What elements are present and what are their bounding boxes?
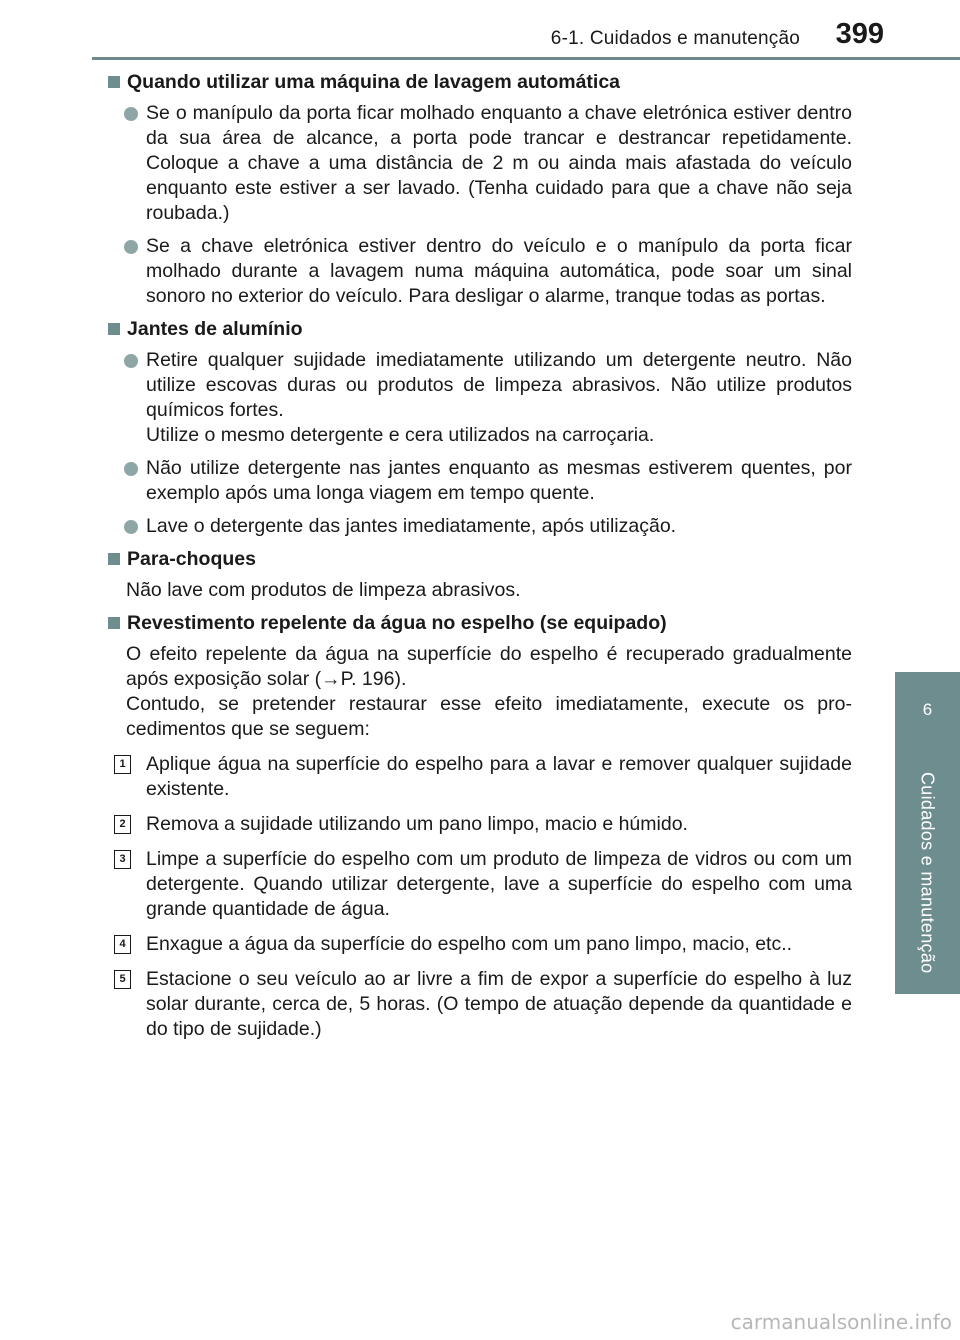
chapter-label-container [893, 768, 960, 978]
circle-bullet-icon [124, 107, 138, 121]
section-automatic-car-wash [108, 70, 852, 309]
step-number: 5 [114, 970, 131, 989]
list-item: Se a chave eletrónica estiver dentro do veículo e o manípulo da porta ficar molhado durante a lavagem numa máquina automática, pode soar um sinal sonoro no exterior do veículo. Para desligar o alarme, tranque todas as portas. [108, 234, 852, 309]
square-bullet-icon [108, 323, 120, 335]
section-title: Quando utilizar uma máquina de lavagem automática [108, 70, 852, 95]
paragraph: Não lave com produtos de limpeza abrasivos. [126, 579, 521, 601]
circle-bullet-icon [124, 462, 138, 476]
square-bullet-icon [108, 76, 120, 88]
paragraph: O efeito repelente da água na superfície do espelho é recuperado gradualmente após exposição solar (→P. 196). Contudo, se pretender restaurar esse efeito imediatamente, execute os procedimentos que se seguem: [126, 643, 852, 740]
page-content [108, 70, 852, 1052]
section-title: Para-choques [108, 547, 852, 572]
section-bumpers [108, 547, 852, 603]
step-number: 1 [114, 755, 131, 774]
procedure-step: 5 Estacione o seu veículo ao ar livre a fim de expor a superfície do espelho à luz solar durante, cerca de, 5 horas. (O tempo de atuação depende da quantidade e do tipo de sujidade.) [108, 967, 852, 1042]
watermark: carmanualsonline.info [730, 1310, 952, 1334]
procedure-step: 3 Limpe a superfície do espelho com um produto de limpeza de vidros ou com um detergente. Quando utilizar detergente, lave a superfície do espelho com uma grande quantidade de água. [108, 847, 852, 922]
list-item: Lave o detergente das jantes imediatamente, após utilização. [108, 514, 852, 539]
circle-bullet-icon [124, 354, 138, 368]
procedure-step: 4 Enxague a água da superfície do espelho com um pano limpo, macio, etc.. [108, 932, 852, 957]
step-number: 3 [114, 850, 131, 869]
list-item: Se o manípulo da porta ficar molhado enquanto a chave eletrónica estiver dentro da sua área de alcance, a porta pode trancar e destrancar repetidamente. Coloque a chave a uma distância de 2 m ou ainda mais afastada do veículo enquanto este estiver a ser lavado. (Tenha cuidado para que a chave não seja roubada.) [108, 101, 852, 226]
chapter-label: Cuidados e manutenção [917, 772, 938, 974]
page-header [0, 0, 960, 56]
procedure-step: 2 Remova a sujidade utilizando um pano limpo, macio e húmido. [108, 812, 852, 837]
section-title: Revestimento repelente da água no espelho (se equipado) [108, 611, 852, 636]
step-number: 4 [114, 935, 131, 954]
step-number: 2 [114, 815, 131, 834]
section-mirror-coating [108, 611, 852, 1042]
header-rule [92, 57, 960, 60]
square-bullet-icon [108, 617, 120, 629]
section-title: Jantes de alumínio [108, 317, 852, 342]
page-number: 399 [835, 18, 884, 50]
section-aluminium-wheels [108, 317, 852, 539]
chapter-number: 6 [922, 700, 933, 719]
header-section-title: 6-1. Cuidados e manutenção [550, 28, 800, 49]
list-item: Não utilize detergente nas jantes enquanto as mesmas estiverem quentes, por exemplo após uma longa viagem em tempo quente. [108, 456, 852, 506]
procedure-step: 1 Aplique água na superfície do espelho para a lavar e remover qualquer sujidade existente. [108, 752, 852, 802]
list-item: Retire qualquer sujidade imediatamente utilizando um detergente neutro. Não utilize escovas duras ou produtos de limpeza abrasivos. Não utilize produtos químicos fortes. Utilize o mesmo detergente e cera utilizados na carroçaria. [108, 348, 852, 448]
circle-bullet-icon [124, 240, 138, 254]
square-bullet-icon [108, 553, 120, 565]
circle-bullet-icon [124, 520, 138, 534]
